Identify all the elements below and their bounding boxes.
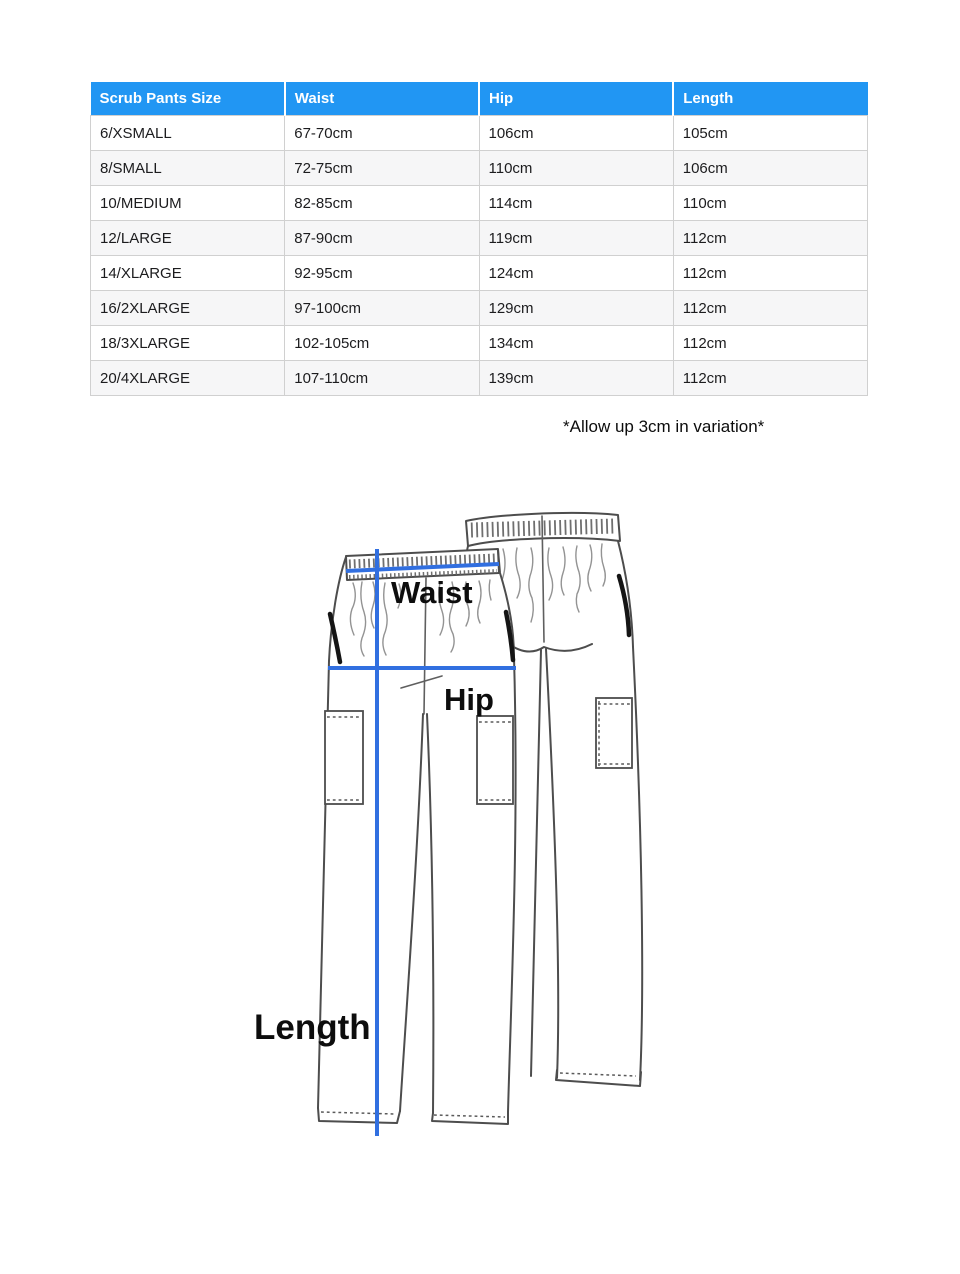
cell-length: 112cm [673,221,867,256]
table-row [91,361,868,396]
cell-hip: 110cm [479,151,673,186]
cell-size: 10/MEDIUM [91,186,285,221]
table-row [91,151,868,186]
length-label: Length [254,1008,371,1047]
cell-hip: 106cm [479,116,673,151]
table-row [91,326,868,361]
cell-hip: 114cm [479,186,673,221]
back-cargo-pocket [596,698,632,768]
waist-label: Waist [391,575,473,610]
cell-waist: 102-105cm [285,326,479,361]
cell-waist: 67-70cm [285,116,479,151]
cell-hip: 119cm [479,221,673,256]
cell-size: 8/SMALL [91,151,285,186]
cell-waist: 87-90cm [285,221,479,256]
front-right-cargo-pocket [477,716,513,804]
hip-label: Hip [444,682,494,717]
cell-length: 112cm [673,291,867,326]
col-header-size: Scrub Pants Size [91,82,285,116]
pants-measurement-diagram [240,480,800,1160]
variation-note: *Allow up 3cm in variation* [563,417,765,436]
cell-length: 106cm [673,151,867,186]
cell-hip: 124cm [479,256,673,291]
cell-waist: 97-100cm [285,291,479,326]
col-header-length: Length [673,82,867,116]
front-left-cargo-pocket [325,711,363,804]
cell-length: 110cm [673,186,867,221]
cell-size: 14/XLARGE [91,256,285,291]
cell-length: 105cm [673,116,867,151]
col-header-hip: Hip [479,82,673,116]
cell-hip: 139cm [479,361,673,396]
cell-waist: 72-75cm [285,151,479,186]
cell-length: 112cm [673,361,867,396]
cell-waist: 92-95cm [285,256,479,291]
cell-size: 18/3XLARGE [91,326,285,361]
table-row [91,116,868,151]
cell-size: 6/XSMALL [91,116,285,151]
col-header-waist: Waist [285,82,479,116]
cell-length: 112cm [673,256,867,291]
cell-hip: 129cm [479,291,673,326]
table-row [91,291,868,326]
cell-hip: 134cm [479,326,673,361]
cell-length: 112cm [673,326,867,361]
size-table-header-row [91,82,868,116]
size-table [90,82,868,396]
cell-size: 16/2XLARGE [91,291,285,326]
cell-size: 12/LARGE [91,221,285,256]
table-row [91,186,868,221]
table-row [91,221,868,256]
cell-size: 20/4XLARGE [91,361,285,396]
table-row [91,256,868,291]
cell-waist: 107-110cm [285,361,479,396]
cell-waist: 82-85cm [285,186,479,221]
